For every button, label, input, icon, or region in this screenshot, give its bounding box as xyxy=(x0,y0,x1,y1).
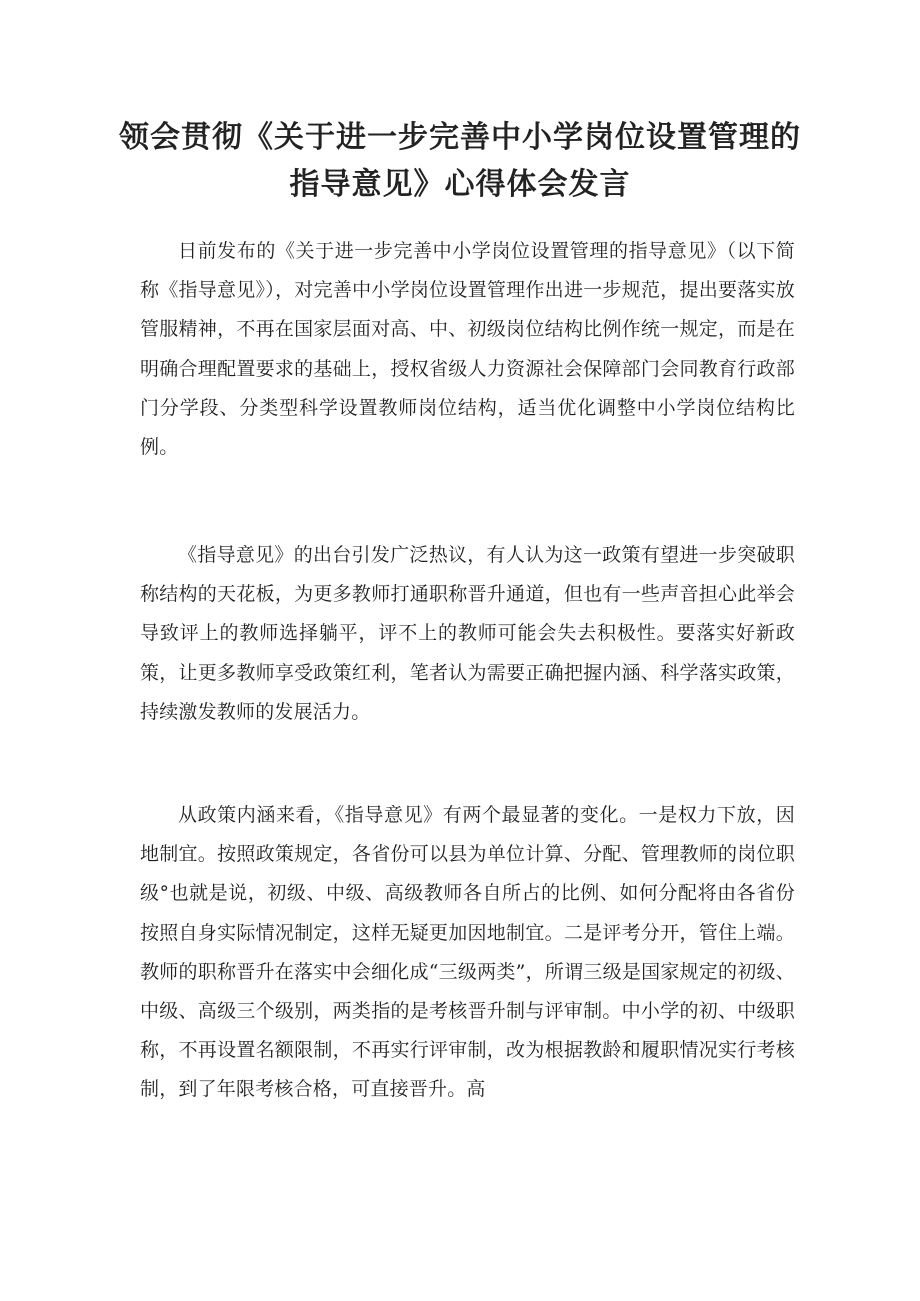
document-title-line-2: 指导意见》心得体会发言 xyxy=(289,167,631,202)
paragraph-3: 从政策内涵来看，《指导意见》有两个最显著的变化。一是权力下放，因地制宜。按照政策规定，各省份可以县为单位计算、分配、管理教师的岗位职级°也就是说，初级、中级、高级教师各自所占的比例、如何分配将由各省份按照自身实际情况制定，这样无疑更加因地制宜。二是评考分开，管住上端。教师的职称晋升在落实中会细化成“三级两类”，所谓三级是国家规定的初级、中级、高级三个级别，两类指的是考核晋升制与评审制。中小学的初、中级职称，不再设置名额限制，不再实行评审制，改为根据教龄和履职情况实行考核制，到了年限考核合格，可直接晋升。高 xyxy=(140,804,795,1101)
paragraph-1: 日前发布的《关于进一步完善中小学岗位设置管理的指导意见》（以下简称《指导意见》），对完善中小学岗位设置管理作出进一步规范，提出要落实放管服精神，不再在国家层面对高、中、初级岗位结构比例作统一规定，而是在明确合理配置要求的基础上，授权省级人力资源社会保障部门会同教育行政部门分学段、分类型科学设置教师岗位结构，适当优化调整中小学岗位结构比例。 xyxy=(140,240,795,459)
document-title-line-1: 领会贯彻《关于进一步完善中小学岗位设置管理的 xyxy=(119,120,801,155)
paragraph-2: 《指导意见》的出台引发广泛热议，有人认为这一政策有望进一步突破职称结构的天花板，为更多教师打通职称晋升通道，但也有一些声音担心此举会导致评上的教师选择躺平，评不上的教师可能会失去积极性。要落实好新政策，让更多教师享受政策红利，笔者认为需要正确把握内涵、科学落实政策，持续激发教师的发展活力。 xyxy=(140,544,795,723)
